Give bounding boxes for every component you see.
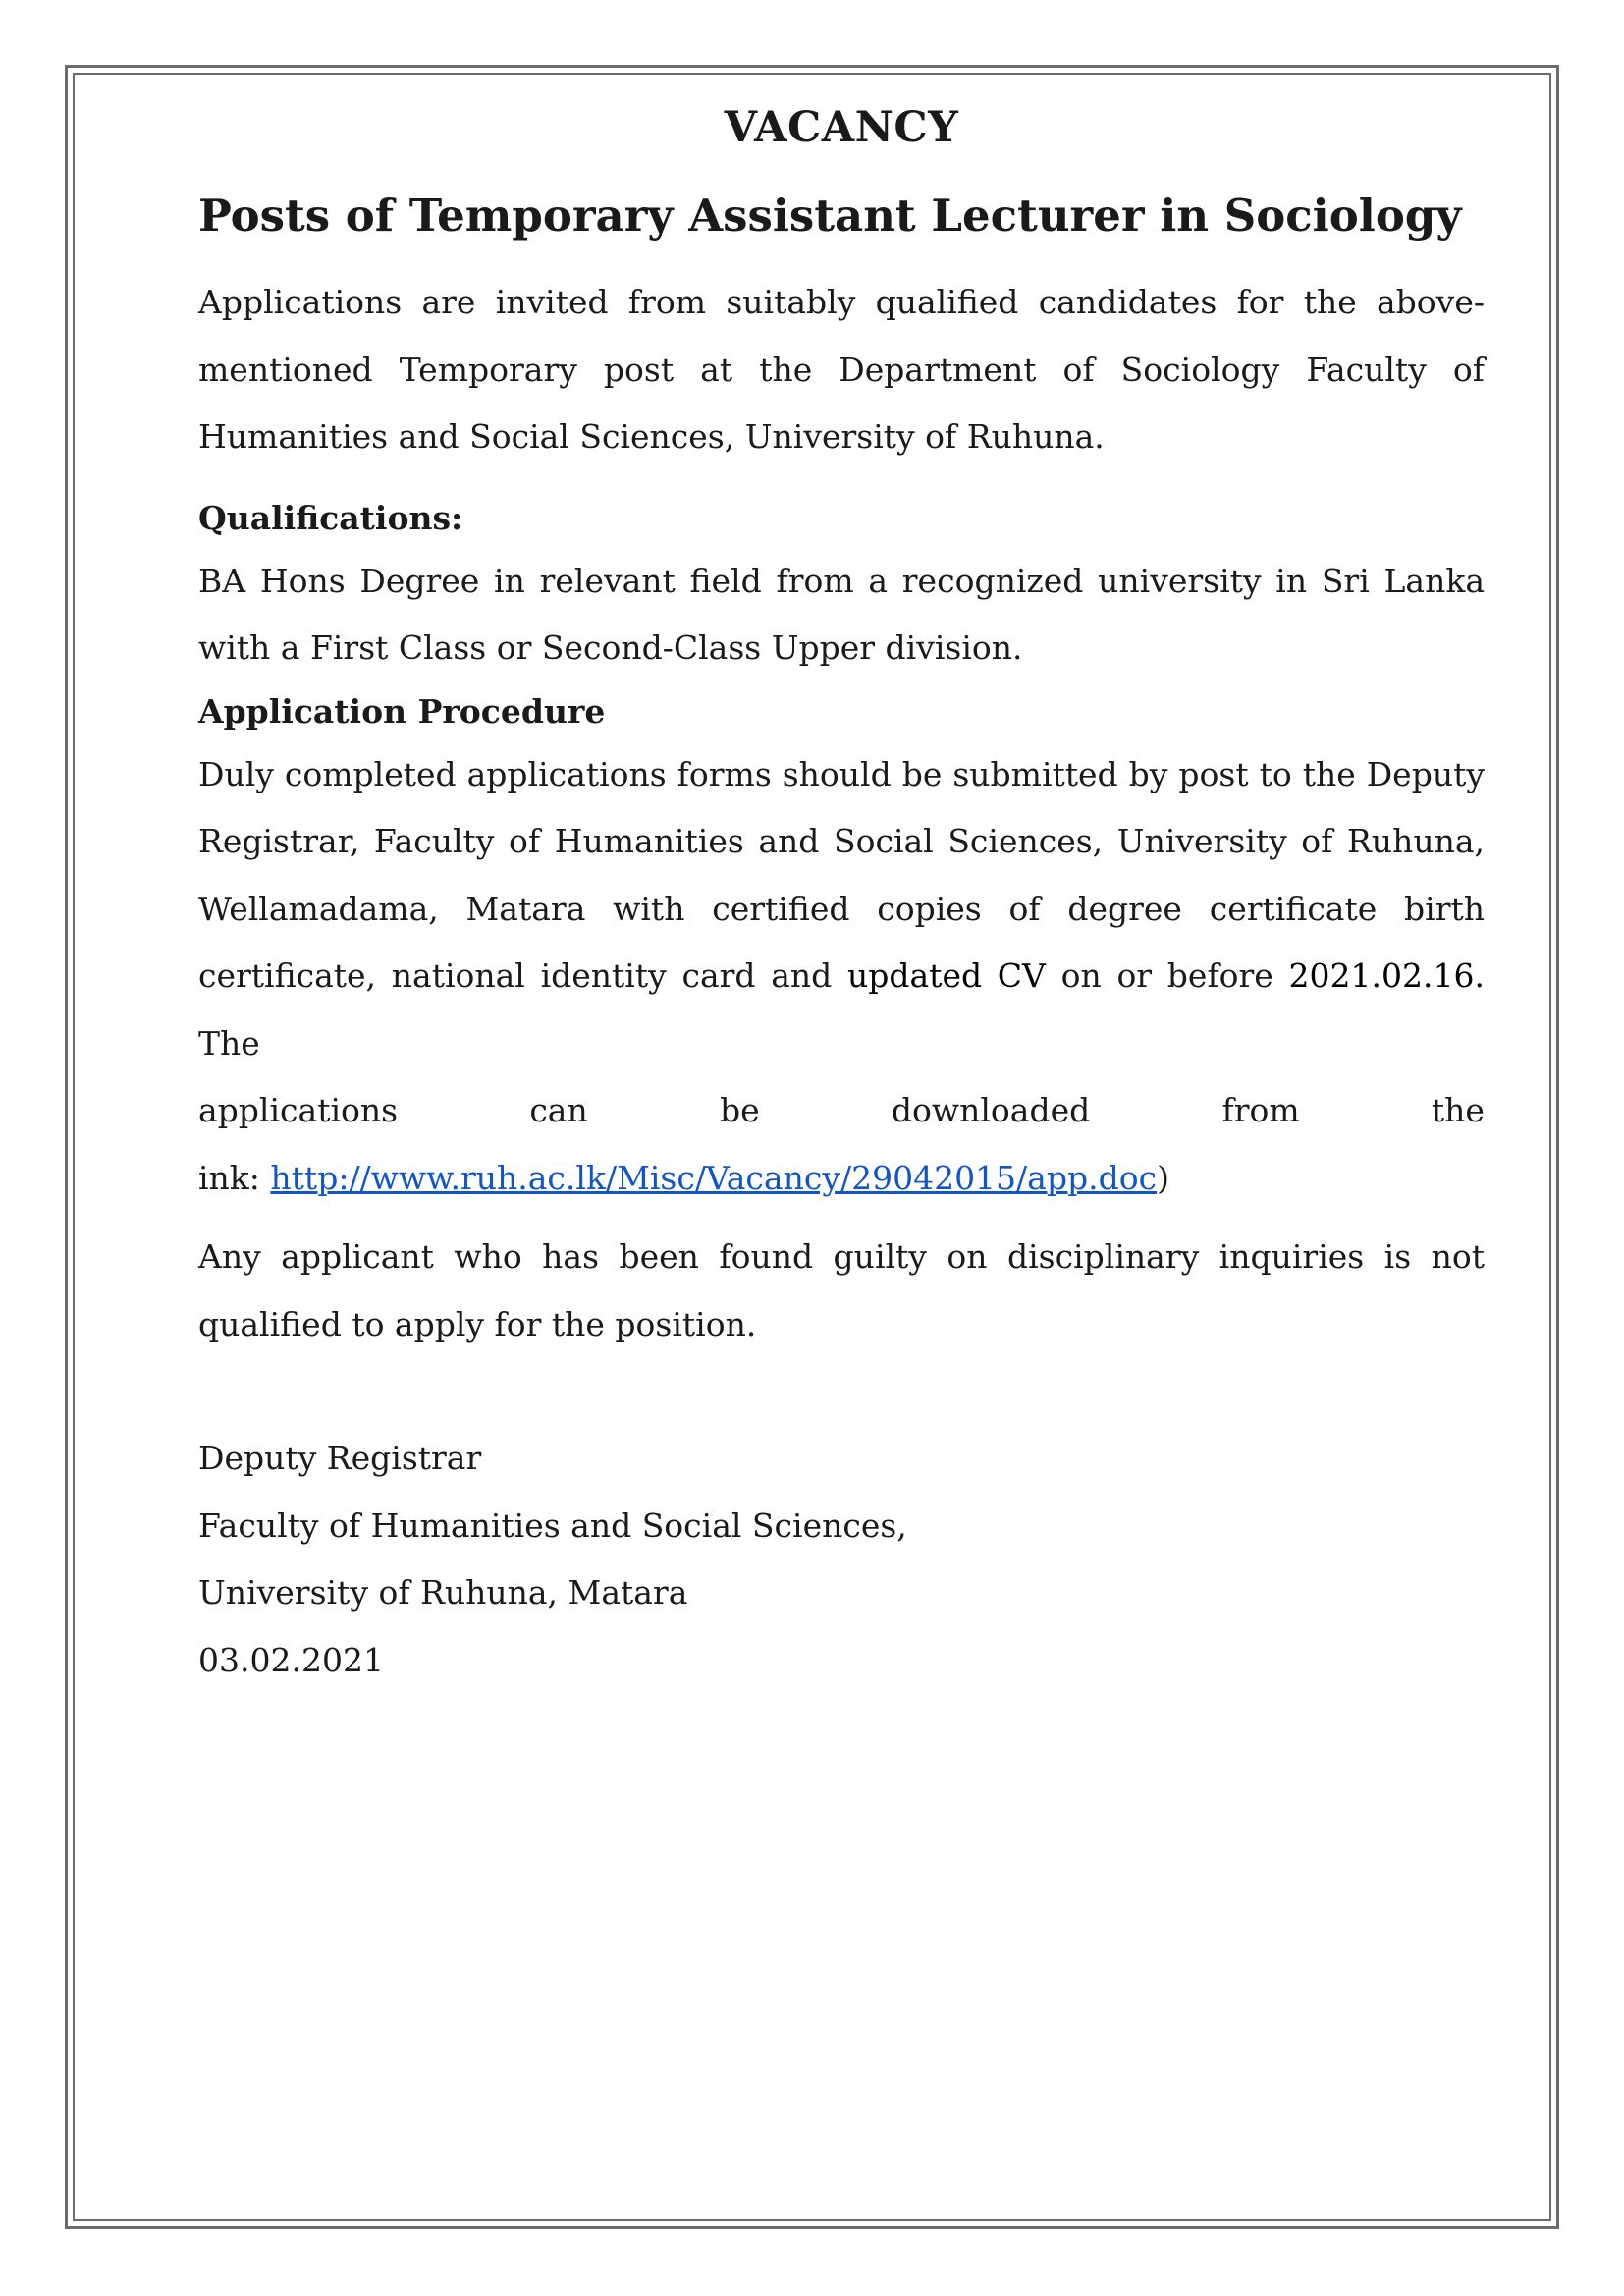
download-word: be [719,1091,760,1129]
intro-paragraph: Applications are invited from suitably qualified candidates for the above-mentioned Temporary post at the Department of Sociology Faculty of Humanities and Social Sciences, University of Ruhuna. [198,283,1485,456]
link-suffix: ) [1157,1158,1169,1197]
signatory-university: University of Ruhuna, Matara [198,1573,688,1612]
signatory-title: Deputy Registrar [198,1439,482,1477]
download-word: downloaded [891,1091,1091,1129]
download-word: from [1221,1091,1300,1129]
link-prefix: ink: [198,1158,271,1197]
disqualification-paragraph: Any applicant who has been found guilty on disciplinary inquiries is not qualified to apply for the position. [198,1237,1485,1343]
qualifications-text: BA Hons Degree in relevant field from a recognized university in Sri Lanka with a First Class or Second-Class Upper division. [198,561,1485,667]
deadline-date: 2021.02.16. [1288,957,1485,995]
procedure-heading: Application Procedure [198,691,606,731]
download-line [198,1077,1485,1145]
procedure-text-mid: on or before [1045,957,1289,995]
procedure-paragraph [198,741,1485,1078]
cv-requirement: updated CV [847,957,1046,995]
qualifications-heading: Qualifications: [198,498,463,537]
signatory-faculty: Faculty of Humanities and Social Sciences, [198,1505,907,1545]
procedure-text-after: The [198,1023,260,1063]
download-link-line [198,1145,1485,1213]
download-word: can [529,1091,588,1129]
download-word: applications [198,1091,399,1129]
document-date: 03.02.2021 [198,1640,384,1679]
post-title: Posts of Temporary Assistant Lecturer in Sociology [198,190,1462,242]
procedure-text: Duly completed applications forms should be submitted by post to the Deputy Registrar, Faculty of Humanities and Social Sciences, University of Ruhuna, Wellamadama, Matara with certified copies of degree certificate birth certificate, national identity card and [198,754,1485,995]
document-body [198,98,1485,1694]
application-download-link[interactable]: http://www.ruh.ac.lk/Misc/Vacancy/29042015/app.doc [270,1158,1158,1197]
document-title: VACANCY [724,103,959,152]
download-word: the [1431,1091,1485,1129]
